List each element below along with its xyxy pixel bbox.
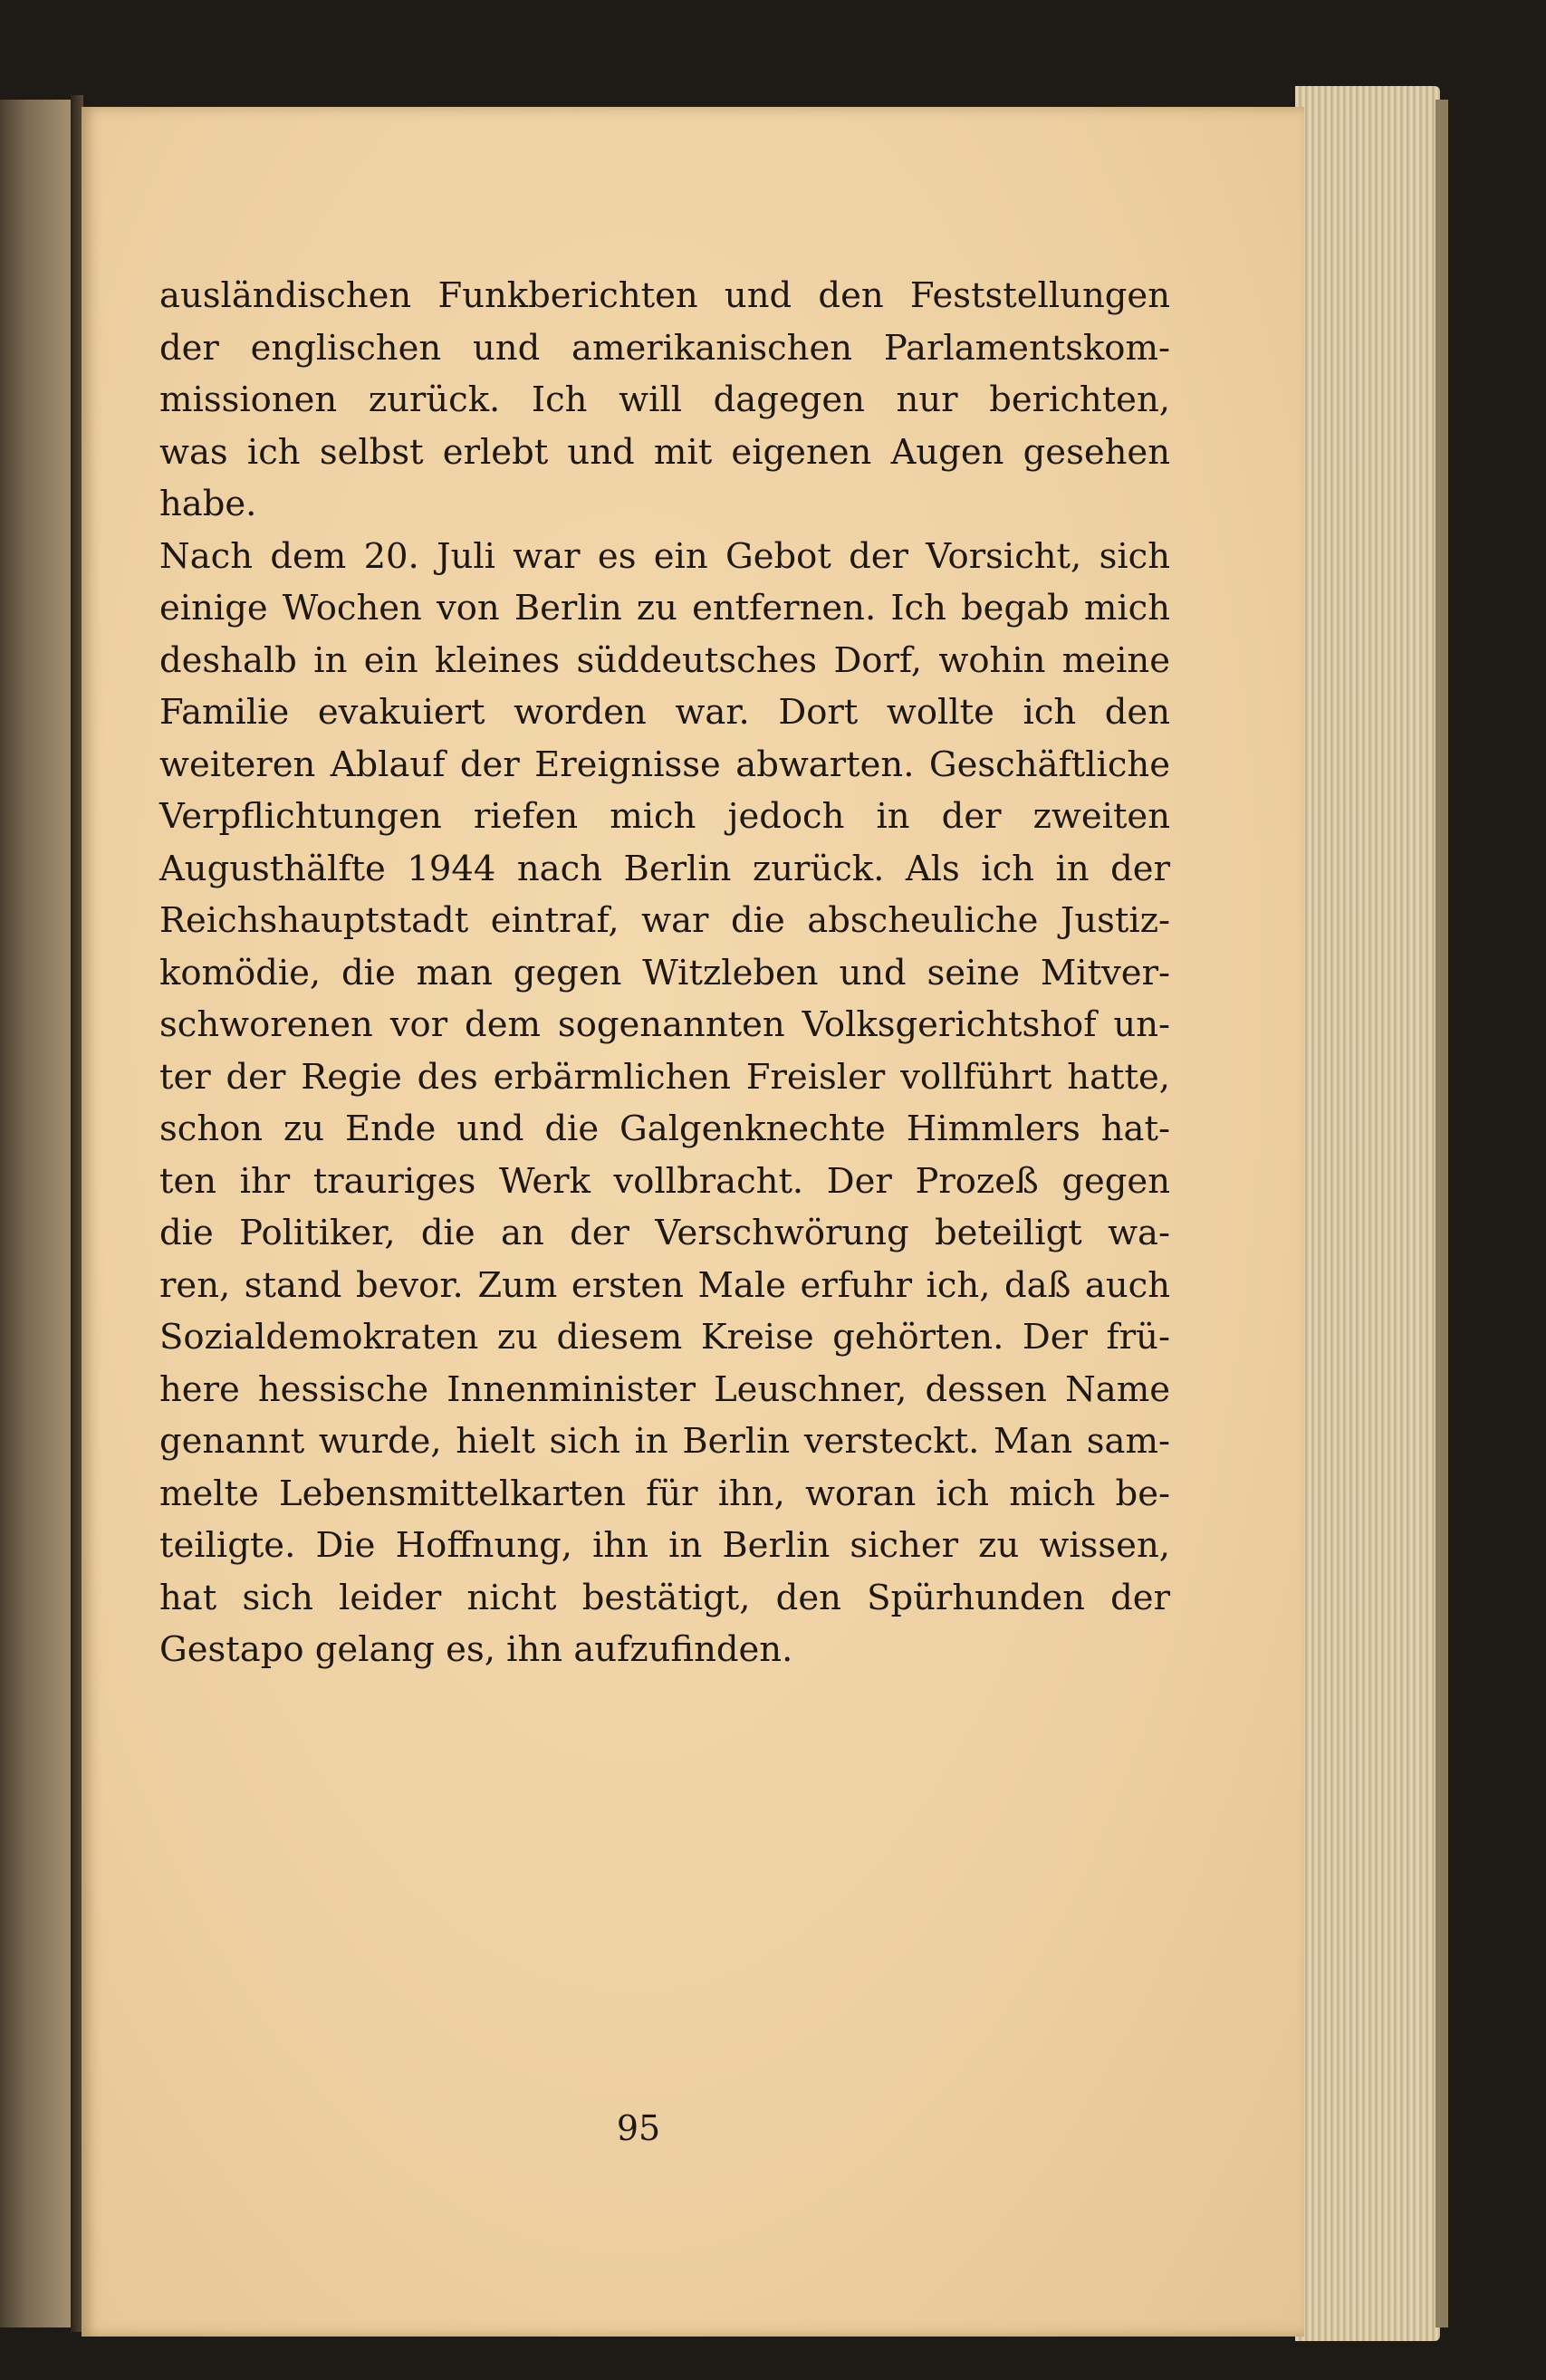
page-block-fore-edge xyxy=(1295,86,1440,2341)
text-line: deshalb in ein kleines süddeutsches Dorf, wohin meine xyxy=(159,639,1170,681)
paragraph-2 xyxy=(159,531,1170,1676)
fore-edge-shadow xyxy=(1436,100,1448,2327)
text-line: teiligte. Die Hoffnung, ihn in Berlin sicher zu wissen, xyxy=(159,1525,1170,1566)
text-line: Augusthälfte 1944 nach Berlin zurück. Als ich in der xyxy=(159,848,1170,889)
text-line: komödie, die man gegen Witzleben und seine Mitver- xyxy=(159,952,1170,993)
text-line: die Politiker, die an der Verschwörung beteiligt wa- xyxy=(159,1213,1170,1253)
book-page xyxy=(82,107,1304,2337)
paragraph-1 xyxy=(159,270,1170,531)
text-line: ausländischen Funkberichten und den Feststellungen xyxy=(159,275,1170,316)
text-line: was ich selbst erlebt und mit eigenen Augen gesehen xyxy=(159,431,1170,473)
text-line: weiteren Ablauf der Ereignisse abwarten. Geschäftliche xyxy=(159,744,1170,785)
text-line: schworenen vor dem sogenannten Volksgerichtshof un- xyxy=(159,1004,1170,1045)
text-line: Reichshauptstadt eintraf, war die abscheuliche Justiz- xyxy=(159,900,1170,941)
text-line: ter der Regie des erbärmlichen Freisler vollführt hatte, xyxy=(159,1056,1170,1098)
text-line: Gestapo gelang es, ihn aufzufinden. xyxy=(159,1629,793,1670)
text-line: Familie evakuiert worden war. Dort wollte ich den xyxy=(159,692,1170,733)
text-line: Sozialdemokraten zu diesem Kreise gehörten. Der frü- xyxy=(159,1317,1170,1358)
previous-page-edge xyxy=(0,100,74,2327)
text-line: ren, stand bevor. Zum ersten Male erfuhr ich, daß auch xyxy=(159,1264,1170,1306)
text-line: Nach dem 20. Juli war es ein Gebot der Vorsicht, sich xyxy=(159,535,1170,577)
text-line: ten ihr trauriges Werk vollbracht. Der Prozeß gegen xyxy=(159,1160,1170,1202)
text-line: habe. xyxy=(159,484,257,524)
text-line: missionen zurück. Ich will dagegen nur berichten, xyxy=(159,379,1170,420)
text-line: melte Lebensmittelkarten für ihn, woran ich mich be- xyxy=(159,1473,1170,1514)
text-line: genannt wurde, hielt sich in Berlin versteckt. Man sam- xyxy=(159,1421,1170,1462)
page-number: 95 xyxy=(616,2108,661,2148)
text-line: here hessische Innenminister Leuschner, dessen Name xyxy=(159,1368,1170,1410)
text-line: schon zu Ende und die Galgenknechte Himmlers hat- xyxy=(159,1108,1170,1149)
body-text xyxy=(159,270,1170,1676)
text-line: der englischen und amerikanischen Parlamentskom- xyxy=(159,327,1170,369)
text-line: Verpflichtungen riefen mich jedoch in der zweiten xyxy=(159,796,1170,837)
text-line: einige Wochen von Berlin zu entfernen. Ich begab mich xyxy=(159,588,1170,629)
text-line: hat sich leider nicht bestätigt, den Spürhunden der xyxy=(159,1577,1170,1618)
